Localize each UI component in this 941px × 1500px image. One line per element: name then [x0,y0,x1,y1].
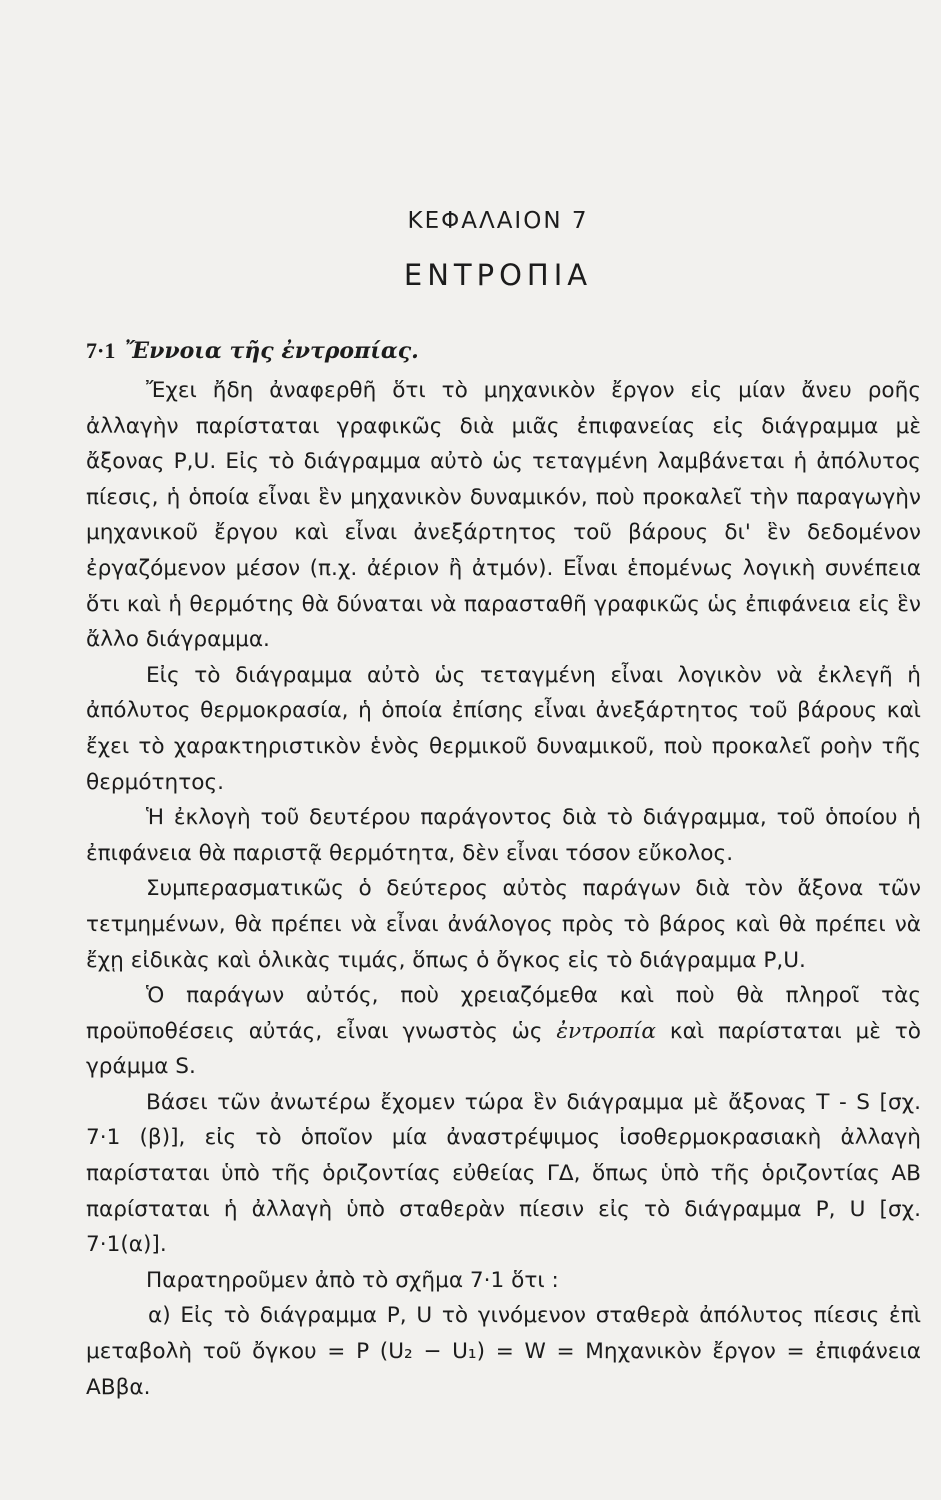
body-text [86,373,921,1405]
paragraph: Ἔχει ἤδη ἀναφερθῆ ὅτι τὸ μηχανικὸν ἔργον εἰς μίαν ἄνευ ροῆς ἀλλαγὴν παρίσταται γραφικῶς διὰ μιᾶς ἐπιφανείας εἰς διάγραμμα μὲ ἄξονας P,U. Εἰς τὸ διάγραμμα αὐτὸ ὡς τεταγμένη λαμβάνεται ἡ ἀπόλυτος πίεσις, ἡ ὁποία εἶναι ἓν μηχανικὸν δυναμικόν, ποὺ προκαλεῖ τὴν παραγωγὴν μηχανικοῦ ἔργου καὶ εἶναι ἀνεξάρτητος τοῦ βάρους δι' ἓν δεδομένον ἐργαζόμενον μέσον (π.χ. ἀέριον ἢ ἀτμόν). Εἶναι ἑπομένως λογικὴ συνέπεια ὅτι καὶ ἡ θερμότης θὰ δύναται νὰ παρασταθῆ γραφικῶς ὡς ἐπιφάνεια εἰς ἓν ἄλλο διάγραμμα. [86,378,921,653]
paragraph: Συμπερασματικῶς ὁ δεύτερος αὐτὸς παράγων διὰ τὸν ἄξονα τῶν τετμημένων, θὰ πρέπει νὰ εἶναι ἀνάλογος πρὸς τὸ βάρος καὶ θὰ πρέπει νὰ ἔχῃ εἰδικὰς καὶ ὁλικὰς τιμάς, ὅπως ὁ ὄγκος εἰς τὸ διάγραμμα P,U. [86,876,921,973]
paragraph: Εἰς τὸ διάγραμμα αὐτὸ ὡς τεταγμένη εἶναι λογικὸν νὰ ἐκλεγῆ ἡ ἀπόλυτος θερμοκρασία, ἡ ὁποία ἐπίσης εἶναι ἀνεξάρτητος τοῦ βάρους καὶ ἔχει τὸ χαρακτηριστικὸν ἑνὸς θερμικοῦ δυναμικοῦ, ποὺ προκαλεῖ ροὴν τῆς θερμότητος. [86,662,921,795]
paragraph: Βάσει τῶν ἀνωτέρω ἔχομεν τώρα ἓν διάγραμμα μὲ ἄξονας T - S [σχ. 7·1 (β)], εἰς τὸ ὁποῖον μία ἀναστρέψιμος ἰσοθερμοκρασιακὴ ἀλλαγὴ παρίσταται ὑπὸ τῆς ὁριζοντίας εὐθείας ΓΔ, ὅπως ὑπὸ τῆς ὁριζοντίας ΑΒ παρίσταται ἡ ἀλλαγὴ ὑπὸ σταθερὰν πίεσιν εἰς τὸ διάγραμμα P, U [σχ. 7·1(α)]. [86,1089,921,1258]
section-title: Ἔννοια τῆς ἐντροπίας. [125,338,419,364]
paragraph: Παρατηροῦμεν ἀπὸ τὸ σχῆμα 7·1 ὅτι : [146,1267,559,1293]
list-item: α) Εἰς τὸ διάγραμμα P, U τὸ γινόμενον σταθερὰ ἀπόλυτος πίεσις ἐπὶ μεταβολὴ τοῦ ὄγκου = P (U₂ − U₁) = W = Μηχανικὸν ἔργον = ἐπιφάνεια ΑΒβα. [86,1303,921,1400]
section-heading [86,338,419,364]
paragraph-text: Ὁ παράγων αὐτός, ποὺ χρειαζόμεθα καὶ ποὺ θὰ πληροῖ τὰς προϋποθέσεις αὐτάς, εἶναι γνωστὸς ὡς [86,983,921,1044]
book-page [86,0,926,1500]
entropy-term: ἐντροπία [556,1018,657,1044]
chapter-title: ΕΝΤΡΟΠΙΑ [403,258,593,292]
paragraph-entropy [86,978,921,1085]
chapter-label: ΚΕΦΑΛΑΙΟΝ 7 [407,208,589,234]
paragraph-text: καὶ παρίσταται μὲ τὸ γράμμα S. [86,1018,921,1080]
section-number: 7·1 [86,338,116,363]
paragraph: Ἡ ἐκλογὴ τοῦ δευτέρου παράγοντος διὰ τὸ διάγραμμα, τοῦ ὁποίου ἡ ἐπιφάνεια θὰ παριστᾷ θερμότητα, δὲν εἶναι τόσον εὔκολος. [86,805,921,866]
